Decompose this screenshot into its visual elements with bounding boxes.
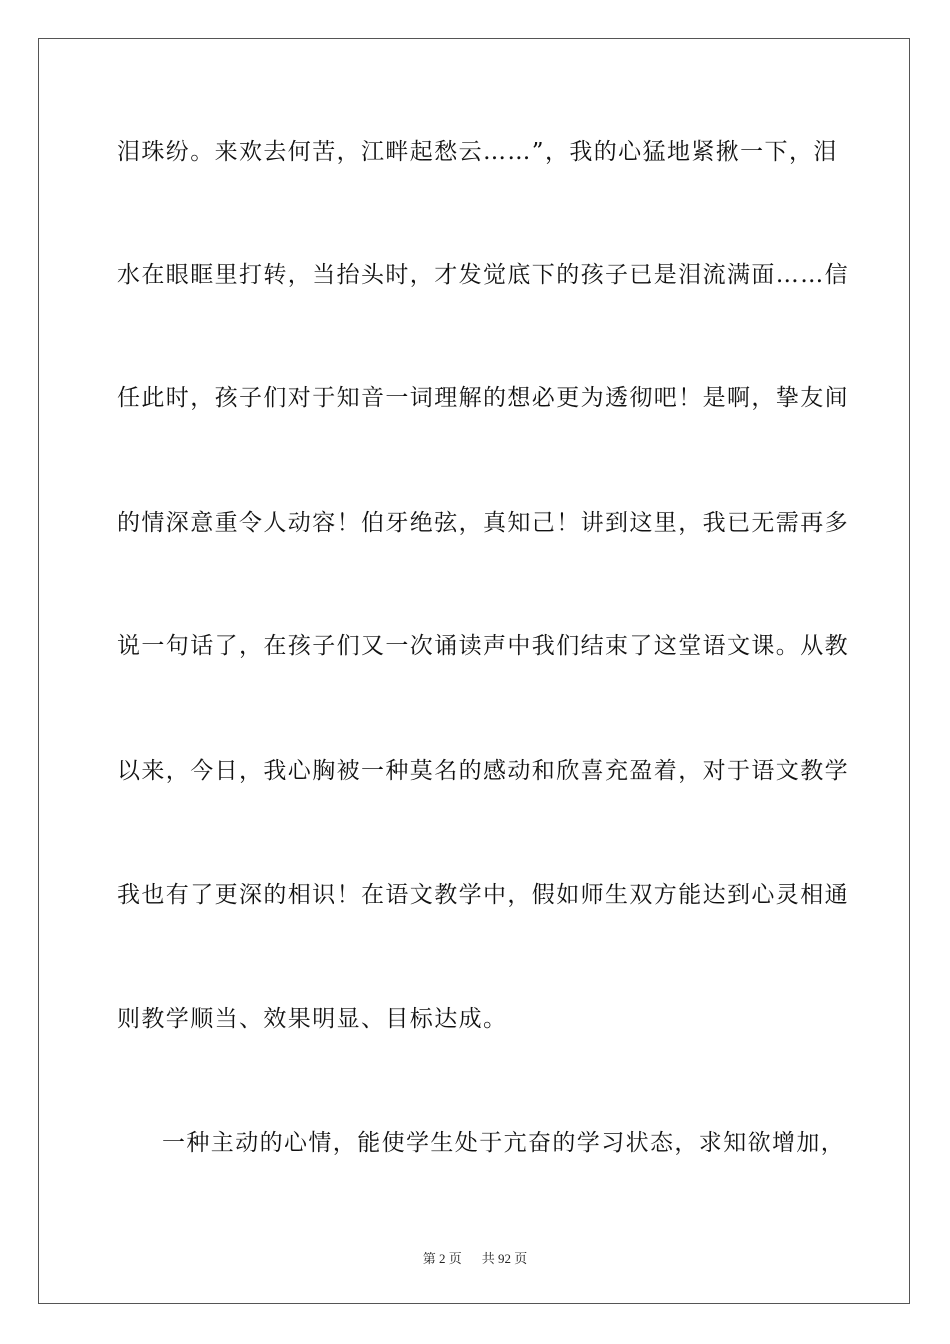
text-line: 则教学顺当、效果明显、目标达成。 [117,1006,508,1032]
text-line: 说一句话了，在孩子们又一次诵读声中我们结束了这堂语文课。从教 [117,633,849,659]
paragraph-first-line: 一种主动的心情，能使学生处于亢奋的学习状态，求知欲增加， [162,1130,846,1156]
text-line: 水在眼眶里打转，当抬头时，才发觉底下的孩子已是泪流满面……信 [117,262,849,288]
page-total: 共 92 页 [481,1251,528,1266]
page-border [38,38,910,1304]
text-line: 泪珠纷。来欢去何苦，江畔起愁云……”，我的心猛地紧揪一下，泪 [117,139,838,165]
text-line: 以来，今日，我心胸被一种莫名的感动和欣喜充盈着，对于语文教学 [117,758,849,784]
text-line: 的情深意重令人动容！伯牙绝弦，真知己！讲到这里，我已无需再多 [117,510,849,536]
page-number: 第 2 页 [422,1251,462,1266]
page-footer [0,1248,950,1267]
text-line: 任此时，孩子们对于知音一词理解的想必更为透彻吧！是啊，挚友间 [117,385,849,411]
text-line: 我也有了更深的相识！在语文教学中，假如师生双方能达到心灵相通 [117,882,849,908]
